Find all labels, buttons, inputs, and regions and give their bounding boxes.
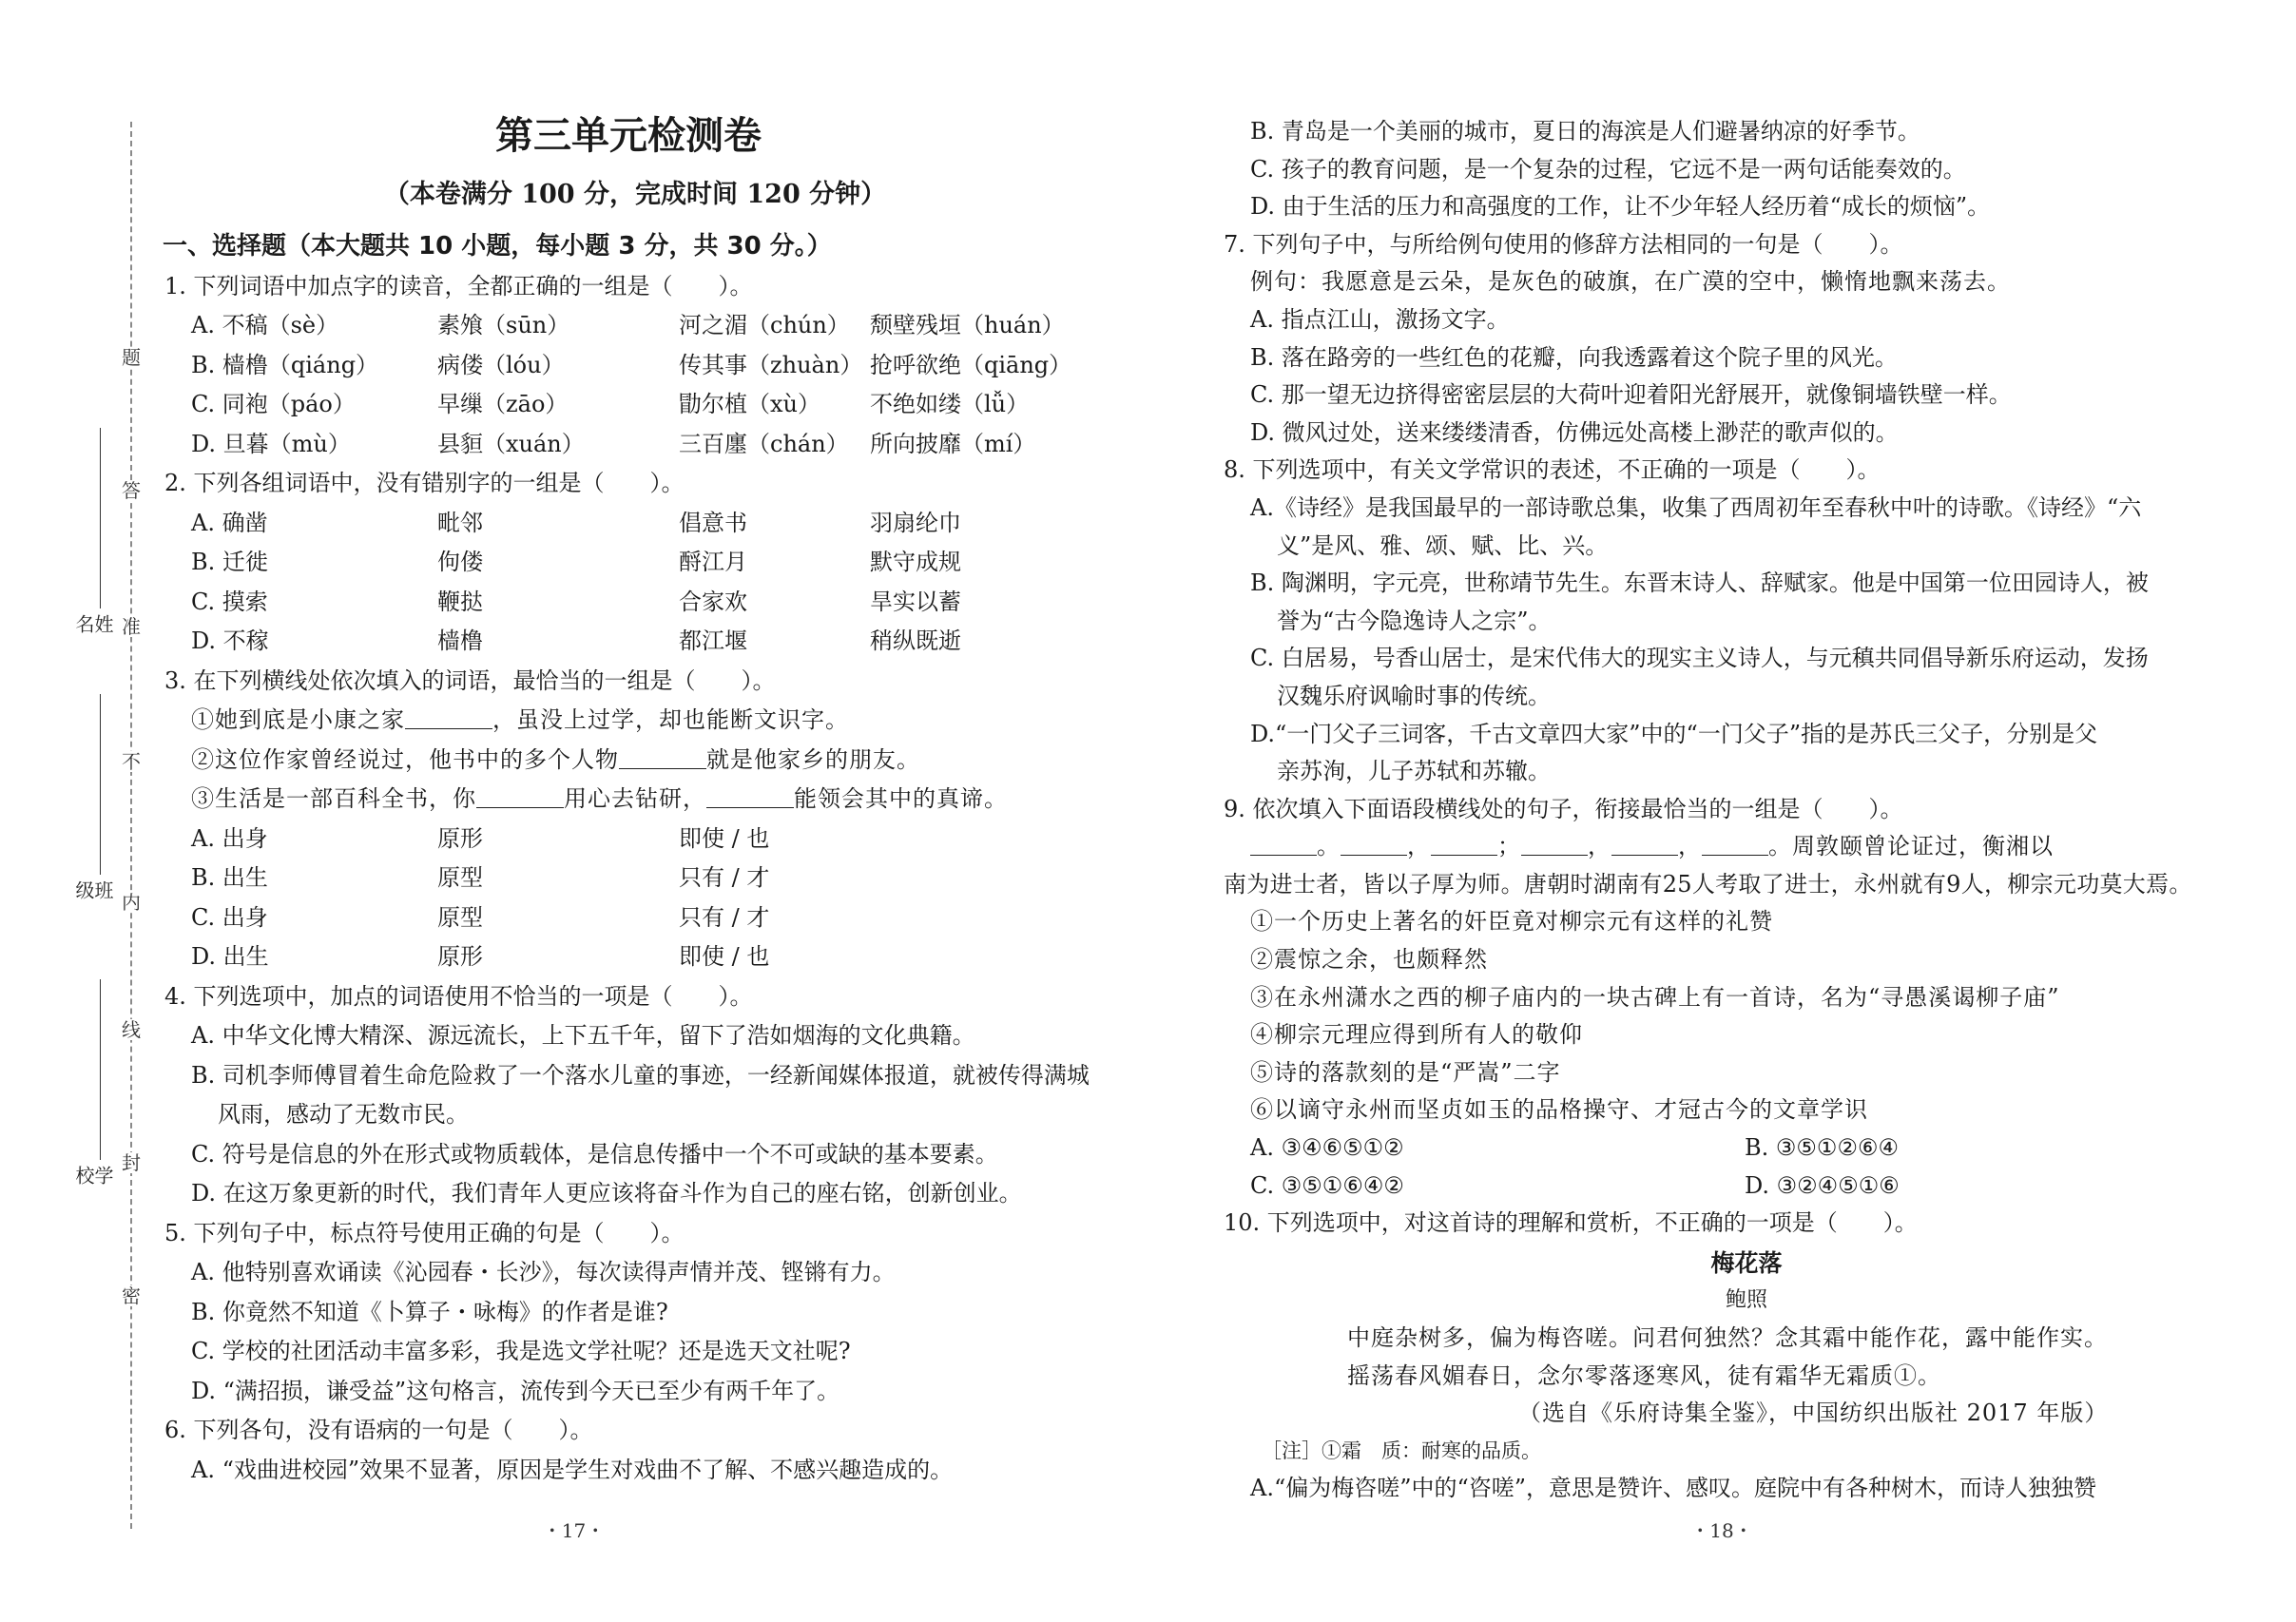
question-9-passage-continued: 南为进士者，皆以子厚为师。唐朝时湖南有25人考取了进士，永州就有9人，柳宗元功莫大焉。 — [1224, 870, 2192, 898]
right-content — [1224, 113, 2269, 1508]
question-3-option-b: B. 出生 原型 只有 / 才 — [191, 864, 770, 891]
question-1-option-c: C. 同袍（páo） 早缫（zāo） 勖尔植（xù） 不绝如缕（lǚ） — [191, 391, 1030, 417]
question-3-option-a: A. 出身 原形 即使 / 也 — [191, 824, 770, 852]
question-2-option-b: B. 迁徙 佝偻 酹江月 默守成规 — [191, 549, 961, 575]
page-subtitle: （本卷满分 100 分，完成时间 120 分钟） — [383, 180, 887, 209]
question-3-option-d: D. 出生 原形 即使 / 也 — [191, 943, 770, 970]
question-5-stem: 5. 下列句子中，标点符号使用正确的句是（ ）。 — [164, 1219, 685, 1246]
blank-line[interactable] — [706, 782, 794, 808]
question-9-options-cd: C. ③⑤①⑥④② D. ③②④⑤①⑥ — [1250, 1171, 1900, 1199]
question-3-sentence-2: ②这位作家曾经说过，他书中的多个人物 就是他家乡的朋友。 — [164, 741, 1106, 781]
poem-line: 中庭杂树多，偏为梅咨嗟。问君何独然？念其霜中能作花，露中能作实。 — [1347, 1324, 2108, 1351]
question-8-option-a-continued: 义”是风、雅、颂、赋、比、兴。 — [1277, 531, 1609, 559]
seal-char: 题 — [122, 346, 141, 369]
question-9-item: ②震惊之余，也颇释然 — [1250, 946, 1488, 974]
question-3-sentence-3: ③生活是一部百科全书，你 用心去钻研， 能领会其中的真谛。 — [164, 780, 1106, 820]
question-5-option-b: B. 你竟然不知道《卜算子・咏梅》的作者是谁? — [191, 1298, 668, 1325]
seal-char: 内 — [122, 891, 141, 914]
blank-line[interactable] — [1341, 830, 1407, 856]
question-2-option-d: D. 不稼 樯橹 都江堰 稍纵既逝 — [191, 628, 961, 654]
binding-dashed-line — [130, 122, 132, 1529]
question-7-option-c: C. 那一望无边挤得密密层层的大荷叶迎着阳光舒展开，就像铜墙铁壁一样。 — [1250, 381, 2012, 409]
left-content — [164, 107, 1106, 1490]
question-8-option-b: B. 陶渊明，字元亮，世称靖节先生。东晋末诗人、辞赋家。他是中国第一位田园诗人，被 — [1250, 570, 2149, 597]
question-4-option-b: B. 司机李师傅冒着生命危险救了一个落水儿童的事迹，一经新闻媒体报道，就被传得满城 — [191, 1061, 1090, 1089]
question-4-option-b-continued: 风雨，感动了无数市民。 — [218, 1101, 469, 1128]
page-number: ・17・ — [542, 1519, 606, 1542]
question-1-option-a: A. 不稿（sè） 素飧（sūn） 河之湄（chún） 颓壁残垣（huán） — [191, 312, 1065, 338]
seal-char: 准 — [122, 615, 141, 638]
blank-line[interactable] — [1431, 830, 1497, 856]
poem-source: （选自《乐府诗集全鉴》，中国纺织出版社 2017 年版） — [1518, 1400, 2109, 1427]
question-6-stem: 6. 下列各句，没有语病的一句是（ ）。 — [164, 1417, 593, 1443]
question-4-option-c: C. 符号是信息的外在形式或物质载体，是信息传播中一个不可或缺的基本要素。 — [191, 1140, 998, 1168]
seal-char: 密 — [122, 1284, 141, 1307]
name-label: 姓名 — [72, 614, 114, 633]
blank-line[interactable] — [1702, 830, 1768, 856]
question-3-sentence-1: ①她到底是小康之家 ，虽没上过学，却也能断文识字。 — [164, 701, 1106, 741]
question-6-option-c: C. 孩子的教育问题，是一个复杂的过程，它远不是一两句话能奏效的。 — [1250, 155, 1966, 183]
seal-char: 答 — [122, 479, 141, 502]
question-8-option-d-continued: 亲苏洵，儿子苏轼和苏辙。 — [1277, 758, 1551, 785]
poem-title: 梅花落 — [1710, 1248, 1783, 1277]
page-title: 第三单元检测卷 — [495, 113, 762, 158]
blank-line[interactable] — [619, 743, 706, 769]
right-page — [1148, 0, 2296, 1622]
question-9-item: ⑤诗的落款刻的是“严嵩”二字 — [1250, 1058, 1561, 1086]
question-9-options-ab: A. ③④⑥⑤①② B. ③⑤①②⑥④ — [1250, 1134, 1899, 1162]
question-4-option-d: D. 在这万象更新的时代，我们青年人更应该将奋斗作为自己的座右铭，创新创业。 — [191, 1180, 1022, 1207]
question-9-item: ③在永州潇水之西的柳子庙内的一块古碑上有一首诗，名为“寻愚溪谒柳子庙” — [1250, 983, 2060, 1011]
question-10-option-a: A.“偏为梅咨嗟”中的“咨嗟”，意思是赞许、感叹。庭院中有各种树木，而诗人独独赞 — [1250, 1475, 2097, 1502]
question-4-option-a: A. 中华文化博大精深、源远流长，上下五千年，留下了浩如烟海的文化典籍。 — [191, 1022, 975, 1049]
question-6-option-b: B. 青岛是一个美丽的城市，夏日的海滨是人们避暑纳凉的好季节。 — [1250, 118, 1920, 145]
question-7-stem: 7. 下列句子中，与所给例句使用的修辞方法相同的一句是（ ）。 — [1224, 230, 1903, 258]
question-9-passage: 。 ， ； ， ， 。周敦颐曾论证过，衡湘以 — [1224, 828, 2269, 866]
question-8-option-a: A.《诗经》是我国最早的一部诗歌总集，收集了西周初年至春秋中叶的诗歌。《诗经》“六 — [1250, 493, 2142, 521]
question-6-option-a: A. “戏曲进校园”效果不显著，原因是学生对戏曲不了解、不感兴趣造成的。 — [191, 1456, 954, 1483]
blank-line[interactable] — [1611, 830, 1678, 856]
question-8-option-d: D.“一门父子三词客，千古文章四大家”中的“一门父子”指的是苏氏三父子，分别是父 — [1250, 720, 2098, 747]
seal-char: 封 — [122, 1151, 141, 1174]
poem-note: ［注］①霜 质：耐寒的品质。 — [1262, 1439, 1541, 1462]
question-7-option-d: D. 微风过处，送来缕缕清香，仿佛远处高楼上渺茫的歌声似的。 — [1250, 418, 1899, 446]
section-heading: 一、选择题（本大题共 10 小题，每小题 3 分，共 30 分。） — [163, 232, 832, 261]
question-2-option-a: A. 确凿 毗邻 倡意书 羽扇纶巾 — [191, 509, 961, 536]
blank-line[interactable] — [476, 782, 564, 808]
question-2-stem: 2. 下列各组词语中，没有错别字的一组是（ ）。 — [164, 470, 685, 496]
school-label: 学校 — [72, 1166, 114, 1185]
question-5-option-a: A. 他特别喜欢诵读《沁园春・长沙》，每次读得声情并茂、铿锵有力。 — [191, 1259, 896, 1285]
page-number: ・18・ — [1690, 1519, 1753, 1542]
blank-line[interactable] — [1250, 830, 1317, 856]
question-5-option-c: C. 学校的社团活动丰富多彩，我是选文学社呢？还是选天文社呢? — [191, 1338, 851, 1364]
blank-line[interactable] — [405, 704, 492, 729]
poem-line: 摇荡春风媚春日，念尔零落逐寒风，徒有霜华无霜质①。 — [1347, 1361, 1941, 1389]
class-label: 班级 — [72, 880, 114, 899]
question-1-option-b: B. 樯橹（qiáng） 病偻（lóu） 传其事（zhuàn） 抢呼欲绝（qiāng） — [191, 351, 1072, 378]
question-3-stem: 3. 在下列横线处依次填入的词语，最恰当的一组是（ ）。 — [164, 666, 776, 694]
question-9-item: ①一个历史上著名的奸臣竟对柳宗元有这样的礼赞 — [1250, 908, 1773, 936]
question-9-item: ④柳宗元理应得到所有人的敬仰 — [1250, 1021, 1583, 1049]
seal-char: 线 — [122, 1018, 141, 1041]
question-1-stem: 1. 下列词语中加点字的读音，全都正确的一组是（ ）。 — [164, 272, 753, 299]
question-7-example: 例句：我愿意是云朵，是灰色的破旗，在广漠的空中，懒惰地飘来荡去。 — [1250, 268, 2011, 296]
question-8-option-b-continued: 誉为“古今隐逸诗人之宗”。 — [1277, 607, 1552, 634]
question-3-option-c: C. 出身 原型 只有 / 才 — [191, 903, 770, 931]
question-7-option-b: B. 落在路旁的一些红色的花瓣，向我透露着这个院子里的风光。 — [1250, 343, 1898, 371]
question-4-stem: 4. 下列选项中，加点的词语使用不恰当的一项是（ ）。 — [164, 982, 753, 1010]
blank-line[interactable] — [1521, 830, 1588, 856]
question-8-option-c-continued: 汉魏乐府讽喻时事的传统。 — [1277, 682, 1551, 709]
question-7-option-a: A. 指点江山，激扬文字。 — [1250, 305, 1510, 333]
poem-author: 鲍照 — [1725, 1288, 1767, 1313]
seal-char: 不 — [122, 750, 141, 773]
question-2-option-c: C. 摸索 鞭挞 合家欢 旱实以蓄 — [191, 588, 961, 615]
question-10-stem: 10. 下列选项中，对这首诗的理解和赏析，不正确的一项是（ ）。 — [1224, 1209, 1918, 1237]
question-9-item: ⑥以谪守永州而坚贞如玉的品格操守、才冠古今的文章学识 — [1250, 1096, 1868, 1124]
question-6-option-d: D. 由于生活的压力和高强度的工作，让不少年轻人经历着“成长的烦恼”。 — [1250, 193, 1991, 221]
question-5-option-d: D. “满招损，谦受益”这句格言，流传到今天已至少有两千年了。 — [191, 1377, 840, 1404]
question-8-stem: 8. 下列选项中，有关文学常识的表述，不正确的一项是（ ）。 — [1224, 456, 1881, 484]
question-8-option-c: C. 白居易，号香山居士，是宋代伟大的现实主义诗人，与元稹共同倡导新乐府运动，发扬 — [1250, 645, 2149, 672]
question-9-stem: 9. 依次填入下面语段横线处的句子，衔接最恰当的一组是（ ）。 — [1224, 795, 1903, 822]
question-1-option-d: D. 旦暮（mù） 县貆（xuán） 三百廛（chán） 所向披靡（mí） — [191, 430, 1036, 457]
